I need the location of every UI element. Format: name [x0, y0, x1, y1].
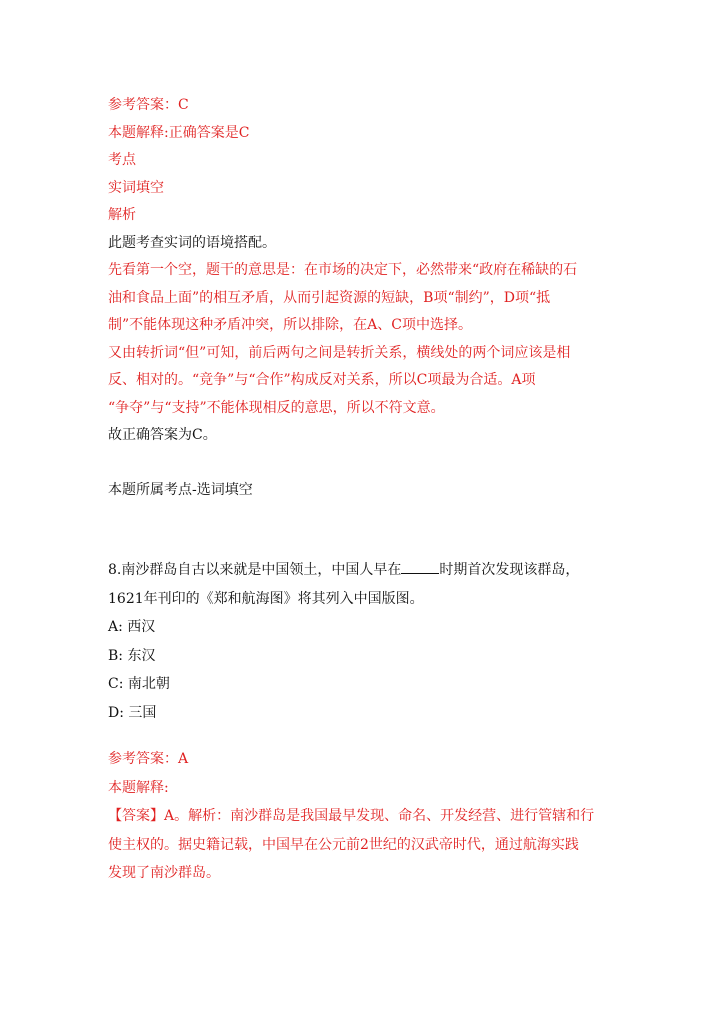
kaodian-value: 实词填空 [108, 179, 164, 196]
detail-line: 发现了南沙群岛。 [108, 865, 220, 881]
conclusion-text: 故正确答案为C。 [108, 427, 217, 443]
document-page [108, 92, 618, 888]
question-line-1 [108, 556, 618, 585]
detail-line: 使主权的。据史籍记载，中国早在公元前2世纪的汉武帝时代，通过航海实践 [108, 836, 579, 853]
explanation-label: 本题解释: [108, 779, 169, 796]
option-a: A: 西汉 [108, 619, 156, 635]
question-8 [108, 556, 618, 613]
option-c: C: 南北朝 [108, 676, 170, 692]
para1-line: 先看第一个空，题干的意思是：在市场的决定下，必然带来“政府在稀缺的石 [108, 262, 578, 278]
para2-line: 又由转折词“但”可知，前后两句之间是转折关系，横线处的两个词应该是相 [108, 344, 571, 361]
intro-text: 此题考查实词的语境搭配。 [108, 234, 276, 251]
question-text-before: 8.南沙群岛自古以来就是中国领土，中国人早在 [108, 562, 402, 578]
answer-section-8 [108, 745, 618, 888]
options-list [108, 613, 618, 727]
answer-section-7 [108, 92, 618, 504]
kaodian-label: 考点 [108, 152, 136, 168]
category-text: 本题所属考点-选词填空 [108, 481, 253, 498]
jiexi-label: 解析 [108, 207, 136, 223]
para2-line: “争夺”与“支持”不能体现相反的意思，所以不符文意。 [108, 399, 445, 416]
fill-blank [401, 559, 439, 574]
answer-line: 参考答案：A [108, 751, 189, 767]
detail-line: 【答案】A。解析：南沙群岛是我国最早发现、命名、开发经营、进行管辖和行 [108, 808, 595, 824]
option-b: B: 东汉 [108, 647, 156, 664]
question-line-2: 1621年刊印的《郑和航海图》将其列入中国版图。 [108, 590, 424, 607]
question-text-after: 时期首次发现该群岛， [439, 562, 580, 578]
para2-line: 反、相对的。“竞争”与“合作”构成反对关系，所以C项最为合适。A项 [108, 372, 536, 388]
explanation-line: 本题解释:正确答案是C [108, 124, 250, 141]
option-d: D: 三国 [108, 704, 157, 721]
para1-line: 制”不能体现这种矛盾冲突，所以排除，在A、C项中选择。 [108, 317, 472, 333]
answer-line: 参考答案：C [108, 97, 189, 113]
para1-line: 油和食品上面”的相互矛盾，从而引起资源的短缺，B项“制约”，D项“抵 [108, 289, 551, 306]
